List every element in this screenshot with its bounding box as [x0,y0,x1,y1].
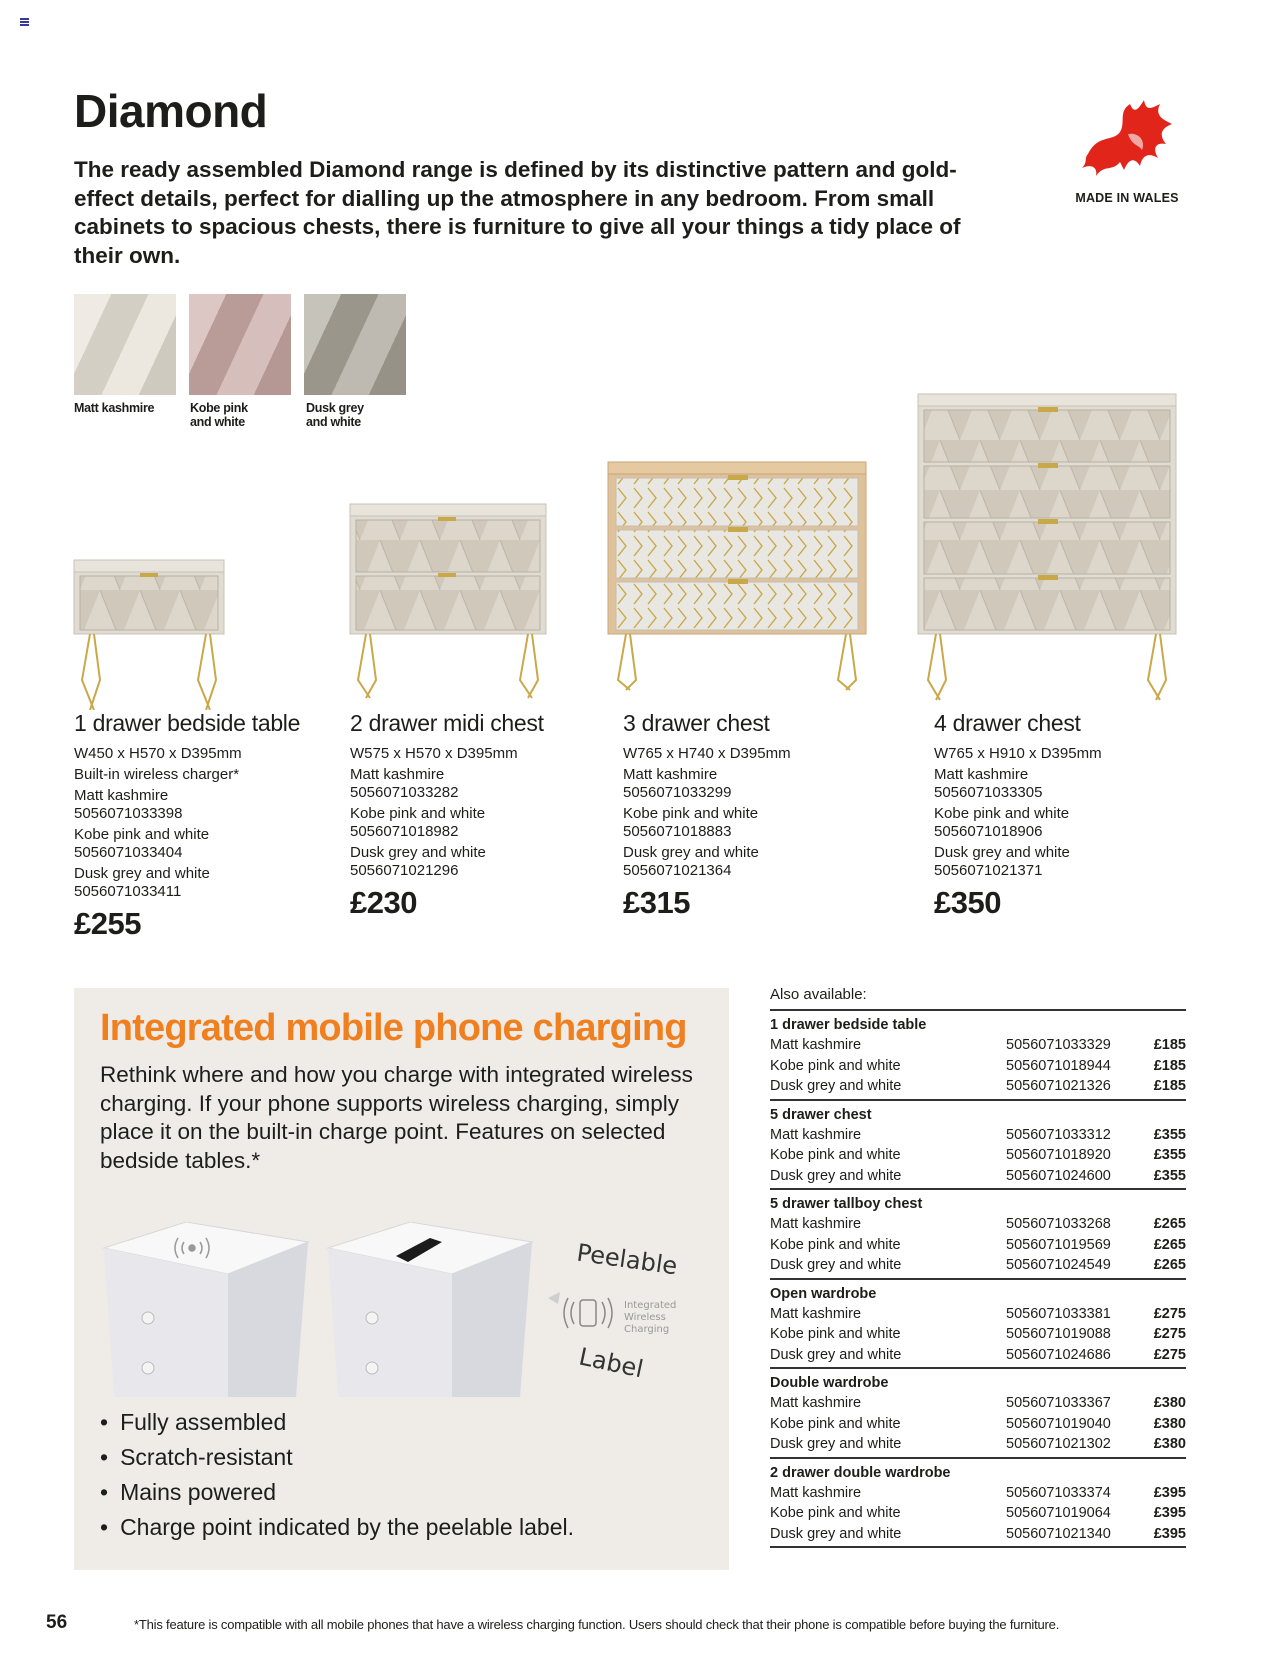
wireless-phone-icon [564,1298,612,1328]
swatch-matt-kashmire [74,294,176,395]
product-dims: W450 x H570 x D395mm [74,745,242,762]
table-row: Matt kashmire 5056071033381 £275 [770,1305,1186,1322]
feature-body: Rethink where and how you charge with integrated wireless charging. If your phone supports wireless charging, simply place it on the built-in charge point. Features on selected bedside tables.* [100,1062,693,1173]
footnote: *This feature is compatible with all mobile phones that have a wireless charging function. Users should check that their phone is compatible before buying the furniture. [134,1617,1060,1632]
variant-code: 5056071033305 [934,784,1043,801]
table-row: Kobe pink and white 5056071019064 £395 [770,1505,1186,1521]
also-available-table [770,986,1186,1548]
product-price: £315 [623,885,690,920]
table-group [770,1099,1186,1189]
swatch-label: Matt kashmire [74,401,155,415]
table-row: Dusk grey and white 5056071024549 £265 [770,1257,1186,1273]
table-row: Matt kashmire 5056071033329 £185 [770,1037,1186,1053]
peelable-text: Peelable [574,1238,680,1281]
feature-title: Integrated mobile phone charging [100,1007,687,1049]
variant-code: 5056071033404 [74,844,183,861]
group-title: Double wardrobe [770,1375,889,1391]
badge-line: Integrated [624,1300,677,1311]
feature-bullets [100,1405,574,1545]
variant-colour: Dusk grey and white [623,844,759,861]
table-row: Kobe pink and white 5056071018944 £185 [770,1057,1186,1074]
table-row: Matt kashmire 5056071033268 £265 [770,1216,1186,1232]
product-name: 1 drawer bedside table [74,710,301,736]
label-text: Label [576,1342,646,1384]
table-row: Kobe pink and white 5056071018920 £355 [770,1147,1186,1163]
group-title: 1 drawer bedside table [770,1017,927,1033]
variant-colour: Matt kashmire [350,766,445,783]
table-row: Kobe pink and white 5056071019088 £275 [770,1326,1186,1342]
table-row: Dusk grey and white 5056071024600 £355 [770,1167,1186,1184]
welsh-dragon-icon [1068,94,1186,186]
group-title: 2 drawer double wardrobe [770,1464,951,1481]
table-row: Kobe pink and white 5056071019040 £380 [770,1415,1186,1432]
also-available-title: Also available: [770,986,867,1003]
product-four-drawer-chest [934,710,1204,921]
made-in-wales-badge [1068,94,1186,205]
variant-colour: Dusk grey and white [74,865,210,882]
table-group [770,1457,1186,1547]
variant-code: 5056071018906 [934,823,1043,840]
product-price: £255 [74,906,141,941]
product-midi-chest [350,710,620,921]
variant-colour: Kobe pink and white [623,805,759,822]
page-title: Diamond [74,85,268,137]
swatch-label: Kobe pink and white [190,401,248,429]
table-row: Matt kashmire 5056071033367 £380 [770,1395,1186,1411]
bedside-table-image [74,560,224,710]
variant-code: 5056071018883 [623,823,732,840]
variant-code: 5056071021364 [623,862,732,879]
table-row: Matt kashmire 5056071033312 £355 [770,1126,1186,1143]
product-bedside-table [74,710,344,942]
table-group [770,1278,1186,1368]
group-title: 5 drawer chest [770,1106,872,1123]
table-group [770,1367,1186,1457]
product-name: 2 drawer midi chest [350,710,544,736]
variant-colour: Matt kashmire [623,766,718,783]
product-price: £230 [350,885,417,920]
group-title: 5 drawer tallboy chest [770,1196,923,1212]
variant-colour: Kobe pink and white [934,805,1070,822]
badge-line: Wireless [624,1312,666,1323]
table-row: Matt kashmire 5056071033374 £395 [770,1484,1186,1501]
product-dims: W765 x H740 x D395mm [623,745,791,762]
variant-colour: Matt kashmire [74,787,169,804]
intro-text: The ready assembled Diamond range is defined by its distinctive pattern and gold-effect details, perfect for dialling up the atmosphere in any bedroom. From small cabinets to spacious chests, there is furniture to give all your things a tidy place of their own. [74,157,961,268]
product-name: 3 drawer chest [623,710,770,736]
four-drawer-chest-image [918,394,1176,700]
table-row: Dusk grey and white 5056071021302 £380 [770,1436,1186,1452]
bullet-item: • Mains powered [100,1475,574,1510]
variant-colour: Kobe pink and white [74,826,210,843]
swatch-kobe-pink [189,294,291,395]
product-three-drawer-chest [623,710,893,921]
three-drawer-chest-image [608,462,866,690]
product-name: 4 drawer chest [934,710,1081,736]
made-in-wales-text: MADE IN WALES [1075,191,1179,205]
variant-colour: Kobe pink and white [350,805,486,822]
group-title: Open wardrobe [770,1285,877,1302]
table-bottom-rule [770,1546,1186,1548]
product-images [60,390,1200,710]
variant-code: 5056071021371 [934,862,1043,879]
swatch-dusk-grey [304,294,406,395]
variant-code: 5056071021296 [350,862,459,879]
table-group [770,1188,1186,1278]
table-row: Kobe pink and white 5056071019569 £265 [770,1236,1186,1253]
variant-colour: Matt kashmire [934,766,1029,783]
table-row: Dusk grey and white 5056071021340 £395 [770,1525,1186,1542]
variant-code: 5056071033282 [350,784,459,801]
peelable-label [548,1239,679,1384]
product-note: Built-in wireless charger* [74,766,240,783]
badge-line: Charging [624,1324,670,1335]
charging-illustration [96,1222,696,1397]
bullet-item: • Fully assembled [100,1405,574,1440]
swatch-label: Dusk grey and white [306,401,364,429]
page-number: 56 [46,1612,68,1633]
variant-code: 5056071018982 [350,823,459,840]
table-group [770,1009,1186,1099]
variant-colour: Dusk grey and white [350,844,486,861]
product-dims: W765 x H910 x D395mm [934,745,1102,762]
bedside-top-charge-point [104,1222,308,1397]
variant-colour: Dusk grey and white [934,844,1070,861]
bullet-item: • Scratch-resistant [100,1440,574,1475]
variant-code: 5056071033411 [74,883,182,900]
midi-chest-image [350,504,546,698]
variant-code: 5056071033299 [623,784,732,801]
product-price: £350 [934,885,1001,920]
table-row: Dusk grey and white 5056071024686 £275 [770,1346,1186,1363]
product-dims: W575 x H570 x D395mm [350,745,518,762]
bullet-item: • Charge point indicated by the peelable label. [100,1510,574,1545]
table-row: Dusk grey and white 5056071021326 £185 [770,1078,1186,1094]
variant-code: 5056071033398 [74,805,183,822]
corner-mark [20,18,29,26]
